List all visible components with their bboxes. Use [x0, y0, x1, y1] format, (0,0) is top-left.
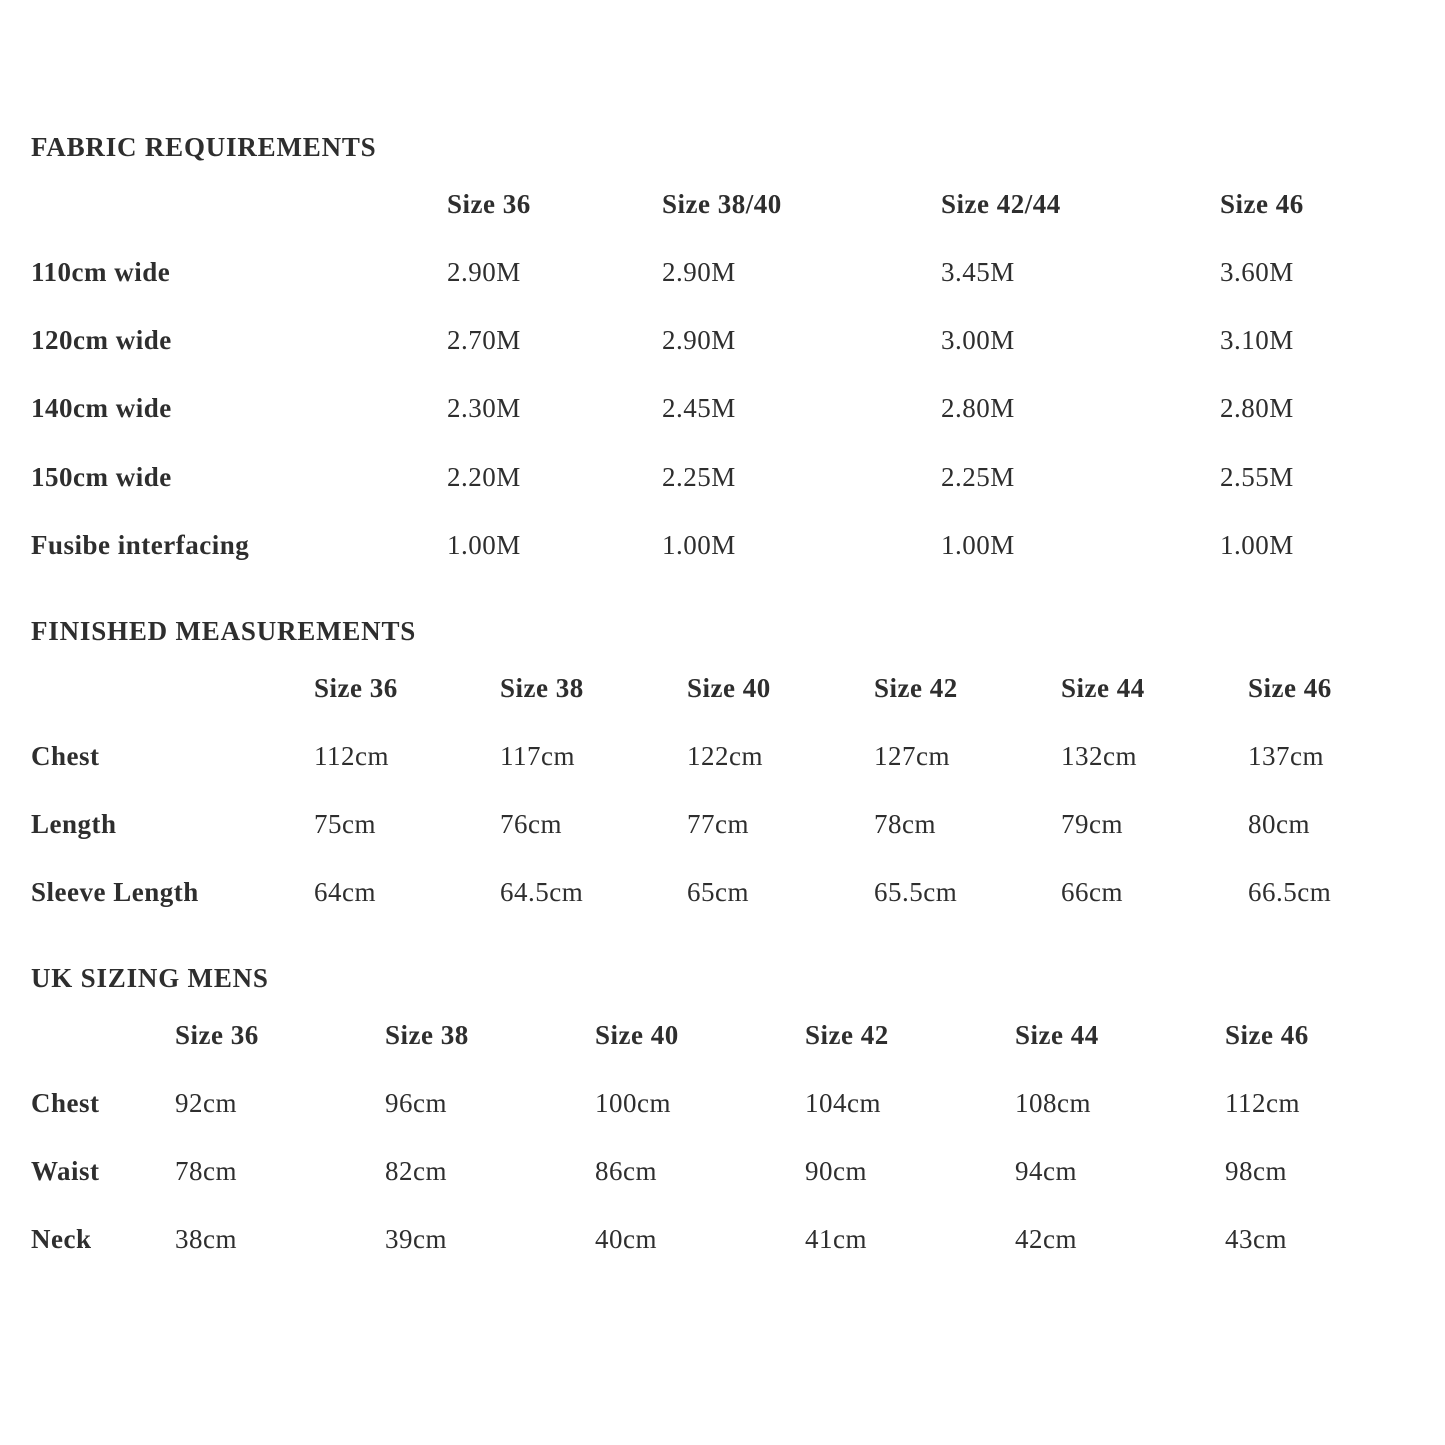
fabric-cell-140cm-wide-size-36: 2.30M: [447, 393, 521, 423]
finished-cell-length-size-38: 76cm: [500, 809, 562, 839]
fabric-header-size-38-40: Size 38/40: [662, 189, 782, 219]
finished-header-size-46: Size 46: [1248, 673, 1332, 703]
uk-header-size-36: Size 36: [175, 1020, 259, 1050]
uk-cell-chest-size-46: 112cm: [1225, 1088, 1300, 1118]
uk-cell-neck-size-42: 41cm: [805, 1224, 867, 1254]
finished-cell-chest-size-36: 112cm: [314, 741, 389, 771]
finished-cell-chest-size-38: 117cm: [500, 741, 575, 771]
uk-cell-waist-size-38: 82cm: [385, 1156, 447, 1186]
fabric-cell-120cm-wide-size-38-40: 2.90M: [662, 325, 736, 355]
finished-cell-sleeve-length-size-38: 64.5cm: [500, 877, 584, 907]
uk-sizing-mens-title: UK SIZING MENS: [31, 963, 269, 993]
finished-measurements-title: FINISHED MEASUREMENTS: [31, 616, 417, 646]
fabric-cell-140cm-wide-size-46: 2.80M: [1220, 393, 1294, 423]
fabric-cell-110cm-wide-size-42-44: 3.45M: [941, 257, 1015, 287]
uk-cell-neck-size-44: 42cm: [1015, 1224, 1077, 1254]
finished-cell-chest-size-46: 137cm: [1248, 741, 1324, 771]
finished-cell-length-size-36: 75cm: [314, 809, 376, 839]
fabric-header-size-36: Size 36: [447, 189, 531, 219]
uk-header-size-38: Size 38: [385, 1020, 469, 1050]
finished-cell-length-size-44: 79cm: [1061, 809, 1123, 839]
uk-cell-chest-size-38: 96cm: [385, 1088, 447, 1118]
fabric-cell-120cm-wide-size-36: 2.70M: [447, 325, 521, 355]
uk-row-label-neck: Neck: [31, 1224, 92, 1254]
uk-cell-chest-size-36: 92cm: [175, 1088, 237, 1118]
uk-cell-neck-size-46: 43cm: [1225, 1224, 1287, 1254]
uk-cell-waist-size-42: 90cm: [805, 1156, 867, 1186]
fabric-cell-fusibe-interfacing-size-46: 1.00M: [1220, 530, 1294, 560]
uk-cell-neck-size-40: 40cm: [595, 1224, 657, 1254]
finished-cell-sleeve-length-size-42: 65.5cm: [874, 877, 958, 907]
finished-cell-length-size-40: 77cm: [687, 809, 749, 839]
fabric-cell-150cm-wide-size-42-44: 2.25M: [941, 462, 1015, 492]
finished-cell-sleeve-length-size-44: 66cm: [1061, 877, 1123, 907]
uk-cell-chest-size-42: 104cm: [805, 1088, 881, 1118]
uk-cell-chest-size-40: 100cm: [595, 1088, 671, 1118]
fabric-cell-140cm-wide-size-38-40: 2.45M: [662, 393, 736, 423]
fabric-header-size-46: Size 46: [1220, 189, 1304, 219]
fabric-row-label-150cm-wide: 150cm wide: [31, 462, 172, 492]
uk-row-label-waist: Waist: [31, 1156, 100, 1186]
fabric-cell-110cm-wide-size-38-40: 2.90M: [662, 257, 736, 287]
fabric-cell-150cm-wide-size-46: 2.55M: [1220, 462, 1294, 492]
fabric-row-label-140cm-wide: 140cm wide: [31, 393, 172, 423]
uk-row-label-chest: Chest: [31, 1088, 100, 1118]
fabric-cell-fusibe-interfacing-size-36: 1.00M: [447, 530, 521, 560]
finished-cell-chest-size-44: 132cm: [1061, 741, 1137, 771]
fabric-cell-140cm-wide-size-42-44: 2.80M: [941, 393, 1015, 423]
fabric-row-label-fusibe-interfacing: Fusibe interfacing: [31, 530, 250, 560]
uk-cell-waist-size-46: 98cm: [1225, 1156, 1287, 1186]
finished-header-size-42: Size 42: [874, 673, 958, 703]
finished-cell-length-size-46: 80cm: [1248, 809, 1310, 839]
fabric-cell-120cm-wide-size-42-44: 3.00M: [941, 325, 1015, 355]
uk-cell-neck-size-36: 38cm: [175, 1224, 237, 1254]
finished-cell-chest-size-40: 122cm: [687, 741, 763, 771]
fabric-cell-110cm-wide-size-46: 3.60M: [1220, 257, 1294, 287]
finished-header-size-36: Size 36: [314, 673, 398, 703]
finished-cell-sleeve-length-size-46: 66.5cm: [1248, 877, 1332, 907]
finished-cell-length-size-42: 78cm: [874, 809, 936, 839]
finished-row-label-sleeve-length: Sleeve Length: [31, 877, 199, 907]
fabric-cell-150cm-wide-size-38-40: 2.25M: [662, 462, 736, 492]
uk-header-size-40: Size 40: [595, 1020, 679, 1050]
fabric-cell-fusibe-interfacing-size-42-44: 1.00M: [941, 530, 1015, 560]
fabric-row-label-120cm-wide: 120cm wide: [31, 325, 172, 355]
uk-header-size-46: Size 46: [1225, 1020, 1309, 1050]
finished-row-label-chest: Chest: [31, 741, 100, 771]
fabric-cell-110cm-wide-size-36: 2.90M: [447, 257, 521, 287]
finished-header-size-44: Size 44: [1061, 673, 1145, 703]
uk-cell-waist-size-40: 86cm: [595, 1156, 657, 1186]
finished-cell-sleeve-length-size-40: 65cm: [687, 877, 749, 907]
uk-cell-waist-size-44: 94cm: [1015, 1156, 1077, 1186]
finished-row-label-length: Length: [31, 809, 117, 839]
fabric-cell-150cm-wide-size-36: 2.20M: [447, 462, 521, 492]
uk-header-size-44: Size 44: [1015, 1020, 1099, 1050]
uk-cell-chest-size-44: 108cm: [1015, 1088, 1091, 1118]
fabric-header-size-42-44: Size 42/44: [941, 189, 1061, 219]
uk-cell-waist-size-36: 78cm: [175, 1156, 237, 1186]
uk-header-size-42: Size 42: [805, 1020, 889, 1050]
fabric-cell-120cm-wide-size-46: 3.10M: [1220, 325, 1294, 355]
fabric-requirements-title: FABRIC REQUIREMENTS: [31, 132, 377, 162]
finished-cell-chest-size-42: 127cm: [874, 741, 950, 771]
finished-header-size-38: Size 38: [500, 673, 584, 703]
finished-header-size-40: Size 40: [687, 673, 771, 703]
finished-cell-sleeve-length-size-36: 64cm: [314, 877, 376, 907]
fabric-row-label-110cm-wide: 110cm wide: [31, 257, 171, 287]
uk-cell-neck-size-38: 39cm: [385, 1224, 447, 1254]
fabric-cell-fusibe-interfacing-size-38-40: 1.00M: [662, 530, 736, 560]
